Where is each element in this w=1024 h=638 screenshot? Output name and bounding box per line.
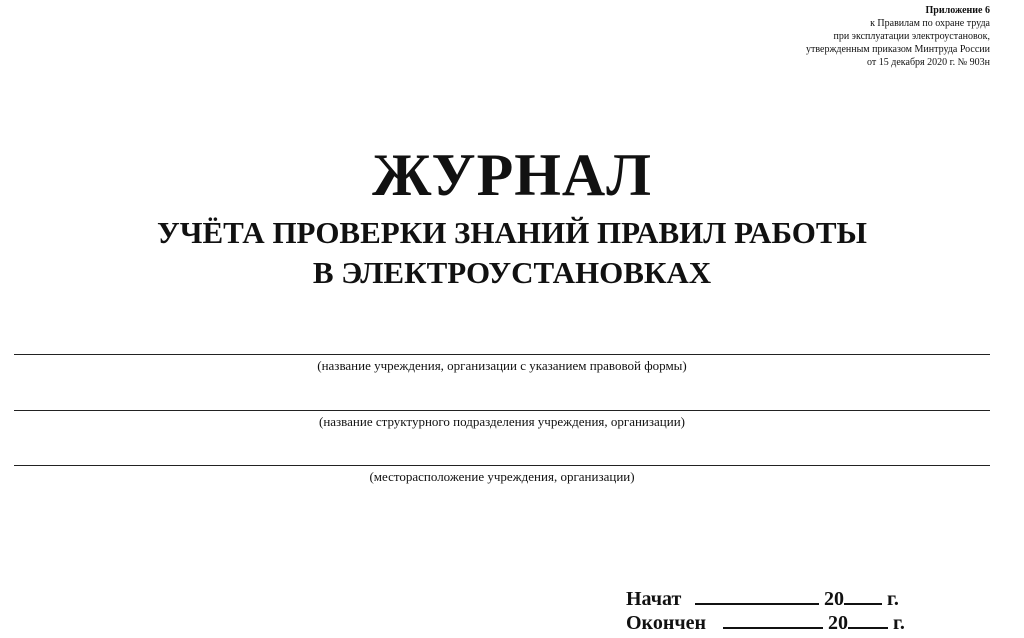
- appendix-note: [690, 4, 990, 69]
- appendix-line: при эксплуатации электроустановок,: [833, 31, 990, 42]
- appendix-title: Приложение 6: [925, 5, 990, 16]
- finished-date-blank[interactable]: [723, 609, 823, 629]
- year-suffix: г.: [893, 612, 905, 634]
- started-date-blank[interactable]: [695, 585, 819, 605]
- appendix-line: утвержденным приказом Минтруда России: [805, 44, 990, 55]
- journal-subtitle-line-2: В ЭЛЕКТРОУСТАНОВКАХ: [312, 255, 712, 290]
- organization-name-line[interactable]: [14, 354, 990, 355]
- location-line[interactable]: [14, 465, 990, 466]
- appendix-line: от 15 декабря 2020 г. № 903н: [867, 57, 990, 68]
- journal-title: ЖУРНАЛ: [372, 142, 652, 208]
- started-date-row: [626, 585, 899, 611]
- division-name-caption: (название структурного подразделения учреждения, организации): [318, 414, 685, 429]
- year-prefix: 20: [824, 588, 844, 610]
- organization-name-caption: (название учреждения, организации с указанием правовой формы): [317, 358, 687, 373]
- year-prefix: 20: [828, 612, 848, 634]
- appendix-line: к Правилам по охране труда: [870, 18, 990, 29]
- started-year-blank[interactable]: [844, 585, 882, 605]
- journal-subtitle-line-1: УЧЁТА ПРОВЕРКИ ЗНАНИЙ ПРАВИЛ РАБОТЫ: [157, 215, 867, 250]
- finished-date-row: [626, 609, 905, 635]
- finished-year-blank[interactable]: [848, 609, 888, 629]
- started-label: Начат: [626, 588, 682, 610]
- location-caption: (месторасположение учреждения, организации): [369, 469, 635, 484]
- finished-label: Окончен: [626, 612, 707, 634]
- division-name-line[interactable]: [14, 410, 990, 411]
- year-suffix: г.: [887, 588, 899, 610]
